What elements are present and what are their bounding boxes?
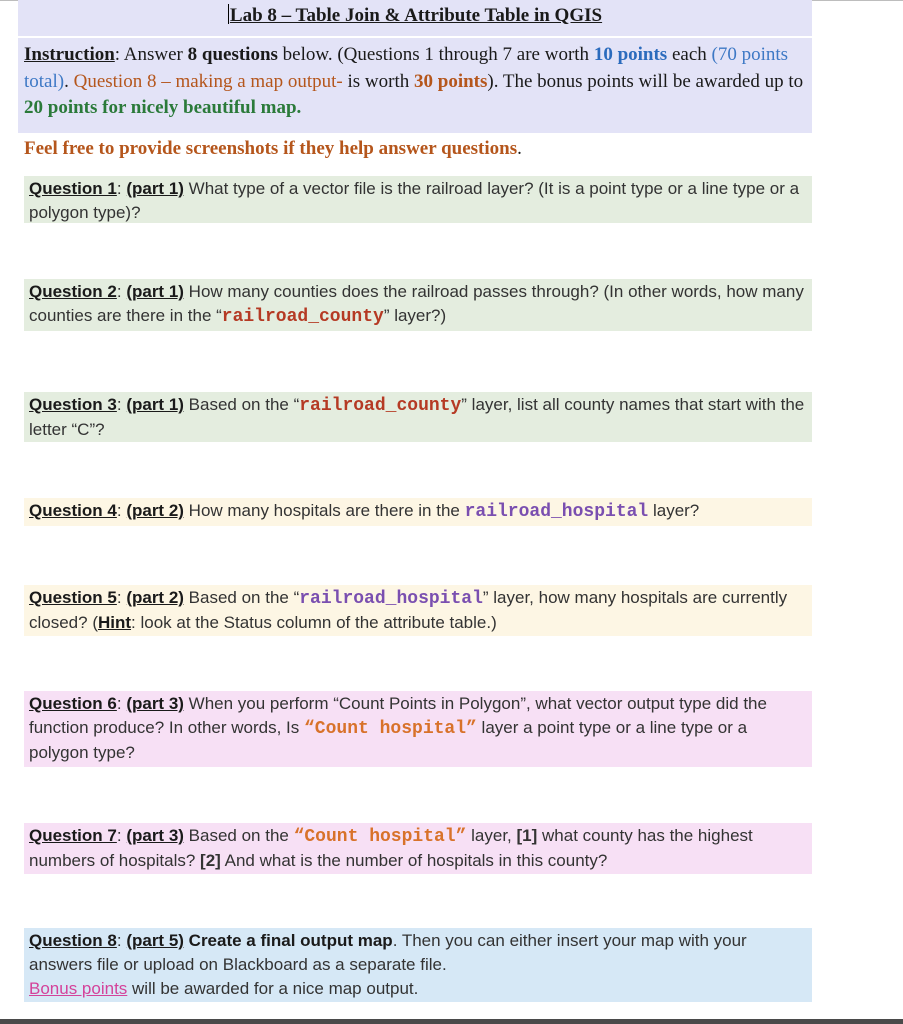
instruction-label: Instruction: [24, 44, 115, 65]
question-7: [24, 823, 812, 874]
question-text: How many hospitals are there in the: [183, 501, 465, 520]
question-part: (part 1): [126, 395, 184, 414]
question-text: ” layer, list all county names that start with the letter “C”?: [29, 395, 805, 439]
screenshot-note: [24, 138, 804, 160]
question-part: (part 3): [126, 694, 184, 713]
bottom-bar: [0, 1019, 903, 1024]
question-text: Based on the “: [183, 588, 300, 607]
question-sep: :: [116, 179, 127, 198]
instruction-part: ).: [487, 70, 503, 92]
instruction-q8-points: 30 points: [414, 70, 488, 92]
layer-name: railroad_hospital: [299, 589, 483, 609]
question-6: [24, 691, 812, 767]
question-label: Question 5: [29, 588, 117, 607]
question-label: Question 8: [29, 931, 117, 950]
hint-label: Hint: [97, 613, 132, 632]
question-part: (part 2): [126, 501, 184, 520]
instruction-part: below. (Questions 1 through 7 are worth: [277, 44, 594, 65]
instruction-part: : Answer: [114, 44, 188, 65]
question-text: layer a point type or a line type or a polygon type?: [29, 718, 748, 762]
instruction-part: .: [64, 70, 74, 92]
question-text: layer,: [466, 826, 517, 845]
question-sep: :: [116, 694, 127, 713]
question-text: ” layer?): [383, 306, 447, 325]
screenshot-note-text: Feel free to provide screenshots if they help answer questions: [24, 138, 518, 159]
instruction-count: 8 questions: [187, 44, 278, 65]
screenshot-note-dot: .: [517, 138, 522, 159]
instruction-total: (70 points total): [24, 44, 789, 92]
question-4: [24, 498, 812, 526]
question-sep: :: [116, 282, 127, 301]
question-text: Based on the: [183, 826, 294, 845]
instruction-q8: Question 8 – making a map output-: [73, 70, 343, 92]
question-sep: :: [116, 501, 127, 520]
question-part: (part 5): [126, 931, 184, 950]
layer-name: railroad_county: [299, 396, 462, 416]
question-text: Based on the “: [183, 395, 300, 414]
question-text: : look at the Status column of the attribute table.): [131, 613, 497, 632]
question-label: Question 2: [29, 282, 117, 301]
question-label: Question 1: [29, 179, 117, 198]
bonus-points-label: Bonus points: [29, 979, 128, 998]
question-sep: :: [116, 588, 127, 607]
instruction-text: [24, 42, 804, 122]
instruction-bonus-text: The bonus points will be awarded up to: [502, 70, 804, 92]
question-3: [24, 392, 812, 442]
question-1: [24, 176, 812, 223]
instruction-part: is worth: [342, 70, 414, 92]
title-band: [18, 0, 812, 36]
question-text: what county has the highest numbers of hospitals?: [29, 826, 753, 870]
question-label: Question 6: [29, 694, 117, 713]
question-sep: :: [116, 395, 127, 414]
question-label: Question 3: [29, 395, 117, 414]
question-text: layer?: [648, 501, 700, 520]
question-emphasis: Create a final output map: [183, 931, 393, 950]
layer-name: railroad_county: [221, 307, 384, 327]
instruction-part: each: [667, 44, 712, 65]
layer-name: railroad_hospital: [464, 502, 649, 522]
question-part: (part 1): [126, 179, 184, 198]
question-8: [24, 928, 812, 1002]
document-title-text: Lab 8 – Table Join & Attribute Table in QGIS: [229, 5, 603, 26]
text-cursor: [228, 4, 229, 24]
question-text: will be awarded for a nice map output.: [127, 979, 419, 998]
question-text: And what is the number of hospitals in this county?: [220, 851, 608, 870]
document-title: [18, 4, 812, 27]
question-label: Question 7: [29, 826, 117, 845]
question-part: (part 1): [126, 282, 184, 301]
part-marker: [2]: [200, 851, 221, 870]
question-text: What type of a vector file is the railroad layer? (It is a point type or a line type or a polygon type)?: [29, 179, 800, 222]
question-label: Question 4: [29, 501, 117, 520]
question-text: When you perform “Count Points in Polygon”, what vector output type did the function produce? In other words, Is: [29, 694, 767, 737]
layer-name: “Count hospital”: [304, 719, 477, 739]
instruction-block: [18, 38, 812, 133]
question-sep: :: [116, 931, 127, 950]
part-marker: [1]: [516, 826, 538, 845]
question-2: [24, 279, 812, 331]
question-text: How many counties does the railroad passes through? (In other words, how many counties are there in the “: [29, 282, 804, 325]
question-5: [24, 585, 812, 636]
question-sep: :: [116, 826, 127, 845]
instruction-bonus-points: 20 points for nicely beautiful map.: [24, 97, 302, 118]
layer-name: “Count hospital”: [293, 827, 467, 847]
question-text: ” layer, how many hospitals are currently closed? (: [29, 588, 788, 632]
question-part: (part 2): [126, 588, 184, 607]
question-part: (part 3): [126, 826, 184, 845]
question-text: . Then you can either insert your map with your answers file or upload on Blackboard as a separate file.: [29, 931, 747, 974]
instruction-points: 10 points: [593, 44, 668, 65]
